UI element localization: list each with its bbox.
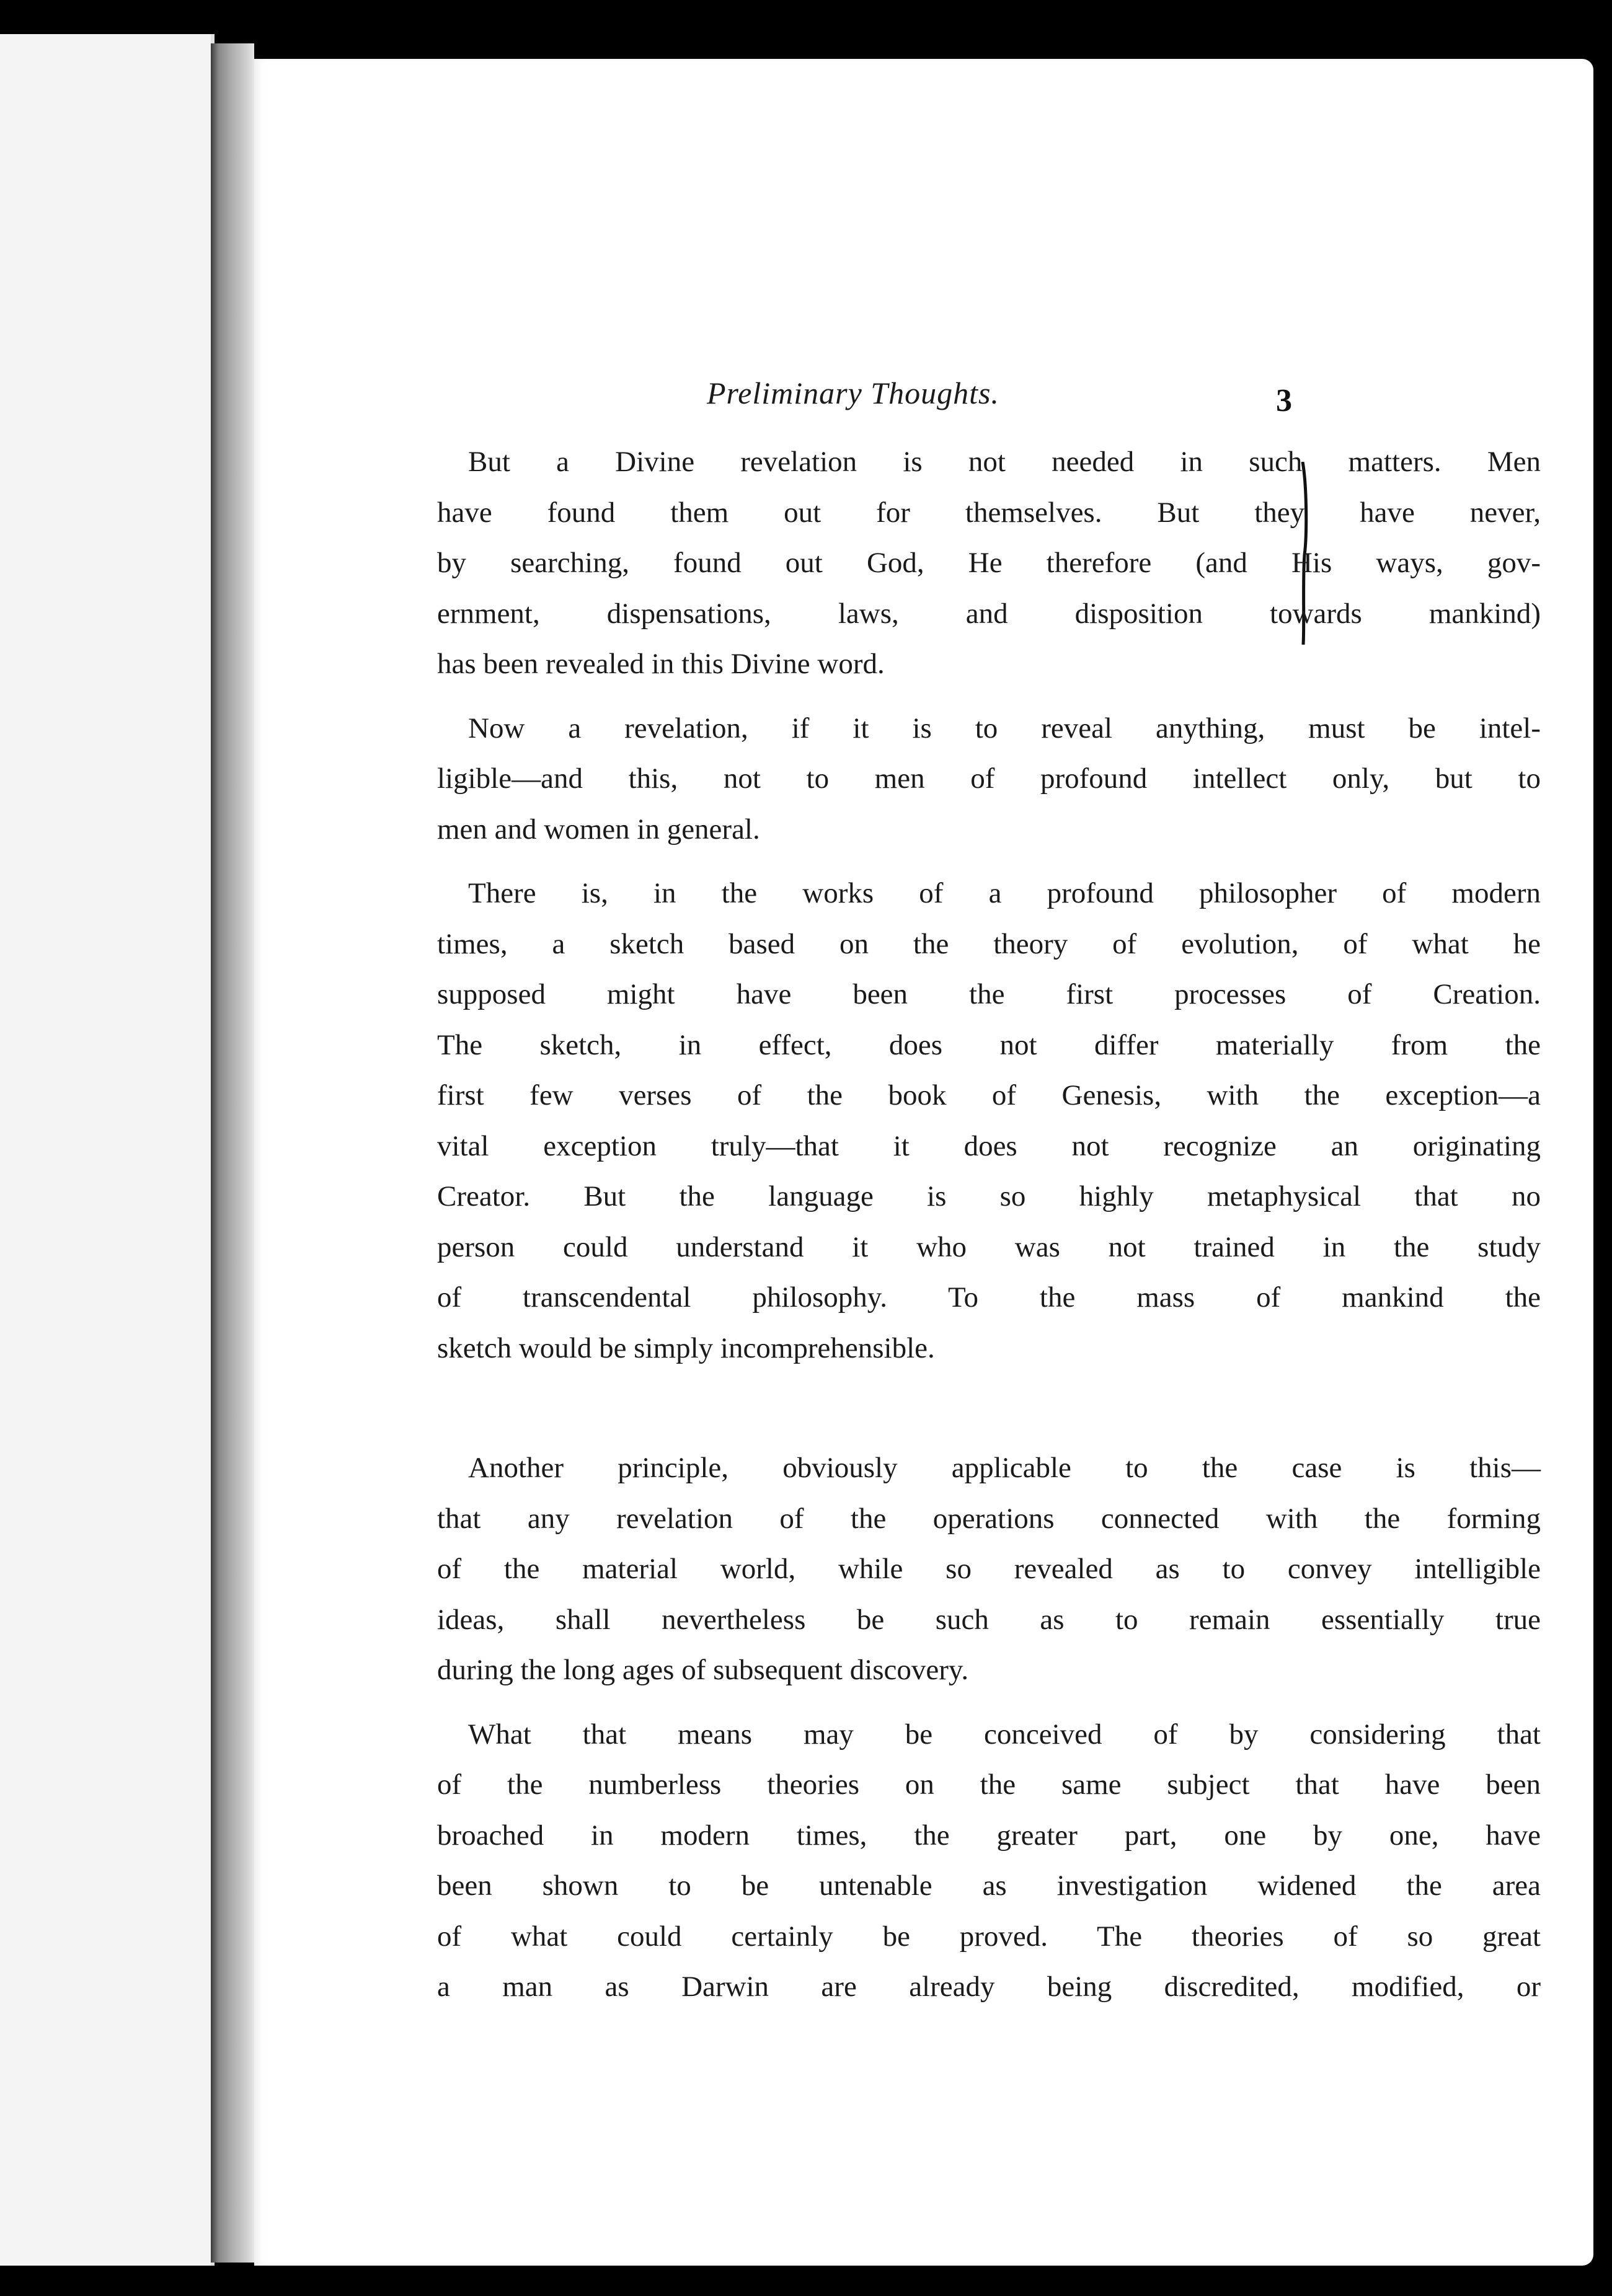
text-line: first few verses of the book of Genesis, with the exception—a <box>437 1079 1541 1111</box>
text-line: ideas, shall nevertheless be such as to remain essentially true <box>437 1603 1541 1636</box>
text-line: What that means may be conceived of by considering that <box>468 1718 1541 1751</box>
text-line: during the long ages of subsequent discovery. <box>437 1654 969 1686</box>
text-line: broached in modern times, the greater part, one by one, have <box>437 1819 1541 1852</box>
text-line: vital exception truly—that it does not recognize an originating <box>437 1129 1541 1162</box>
text-line: times, a sketch based on the theory of evolution, of what he <box>437 927 1541 960</box>
text-line: of what could certainly be proved. The theories of so great <box>437 1920 1541 1953</box>
text-line: sketch would be simply incomprehensible. <box>437 1331 935 1364</box>
text-line: have found them out for themselves. But they have never, <box>437 496 1541 529</box>
text-line: supposed might have been the first processes of Creation. <box>437 978 1541 1010</box>
text-line: of the numberless theories on the same subject that have been <box>437 1768 1541 1801</box>
text-line: Another principle, obviously applicable to the case is this— <box>468 1452 1541 1484</box>
paragraph-5 <box>437 1710 1541 2013</box>
text-line: of the material world, while so revealed as to convey intelligible <box>437 1553 1541 1585</box>
text-line: a man as Darwin are already being discredited, modified, or <box>437 1971 1541 2003</box>
book-page <box>254 59 1593 2266</box>
text-line: been shown to be untenable as investigation widened the area <box>437 1870 1541 1902</box>
text-line: Now a revelation, if it is to reveal anything, must be intel- <box>468 712 1541 744</box>
paragraph-1 <box>437 437 1541 690</box>
text-line: Creator. But the language is so highly metaphysical that no <box>437 1180 1541 1212</box>
text-line: men and women in general. <box>437 813 760 846</box>
text-line: that any revelation of the operations connected with the forming <box>437 1502 1541 1535</box>
text-line: by searching, found out God, He therefore (and His ways, gov- <box>437 547 1541 579</box>
text-line: ernment, dispensations, laws, and disposition towards mankind) <box>437 597 1541 630</box>
page-header <box>254 375 1593 425</box>
paragraph-2 <box>437 704 1541 855</box>
text-line: ligible—and this, not to men of profound intellect only, but to <box>437 762 1541 795</box>
running-title: Preliminary Thoughts. <box>707 376 999 410</box>
text-line: of transcendental philosophy. To the mass of mankind the <box>437 1281 1541 1314</box>
text-line: There is, in the works of a profound philosopher of modern <box>468 877 1541 909</box>
paragraph-4 <box>437 1443 1541 1696</box>
section-break <box>437 1387 1541 1443</box>
text-line: But a Divine revelation is not needed in such matters. Men <box>468 446 1541 478</box>
page-number: 3 <box>1276 383 1292 418</box>
paragraph-3 <box>437 868 1541 1374</box>
page-body <box>437 437 1541 2026</box>
facing-page-edge <box>0 34 215 2266</box>
text-line: has been revealed in this Divine word. <box>437 648 885 680</box>
text-line: person could understand it who was not trained in the study <box>437 1230 1541 1263</box>
book-gutter <box>211 43 254 2263</box>
text-line: The sketch, in effect, does not differ materially from the <box>437 1028 1541 1061</box>
